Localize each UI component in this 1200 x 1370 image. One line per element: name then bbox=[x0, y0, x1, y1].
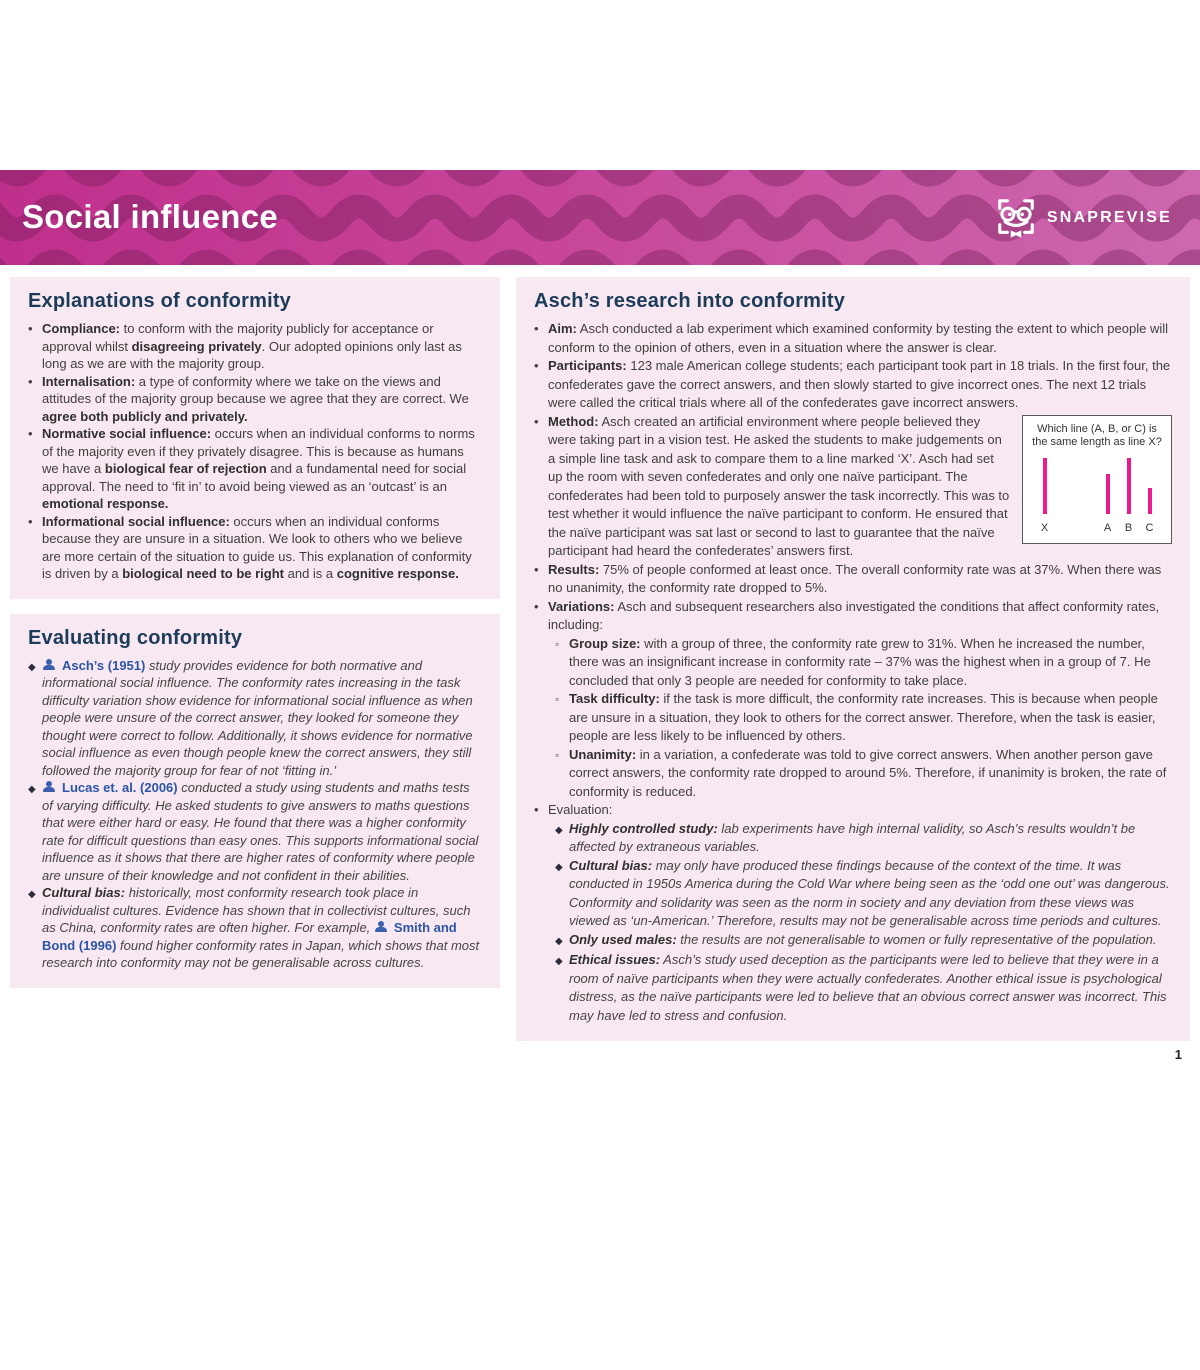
list-item-text bbox=[548, 561, 1172, 598]
text-segment: Asch conducted a lab experiment which examined conformity by testing the extent to which people will conform to the opinion of others, even in a situation where the answer is clear. bbox=[548, 321, 1168, 355]
figure-bar-label: C bbox=[1145, 521, 1154, 534]
text-segment: lab experiments have high internal validity, so Asch’s results wouldn’t be affected by extraneous variables. bbox=[569, 820, 1136, 854]
dot-bullet-icon: • bbox=[28, 321, 33, 336]
list-item bbox=[28, 657, 482, 780]
text-segment: cognitive response. bbox=[336, 566, 459, 581]
text-segment: a type of conformity where we take on the views and attitudes of the majority group because we agree that they are correct. We bbox=[42, 373, 469, 406]
list-item bbox=[28, 425, 482, 513]
circle-bullet-icon: ◦ bbox=[555, 636, 560, 651]
list-item-text bbox=[42, 320, 482, 373]
text-segment: and is a bbox=[284, 566, 337, 581]
text-segment: biological fear of rejection bbox=[104, 461, 267, 476]
text-segment: occurs when an individual conforms because they are unsure in a situation. We look to others who we believe are more certain of the situation to guide us. This explanation of conformity is driven by a bbox=[42, 513, 472, 581]
figure-bar-group bbox=[1038, 458, 1051, 538]
text-segment: Ethical issues: bbox=[569, 952, 661, 967]
text-segment: may only have produced these findings because of the context of the time. It was conducted in 1950s America during the Cold War where being seen as the ‘odd one out’ was dangerous. Conformity and solidarity was seen as the norm in society and any deviation from these views was viewed as ‘un-American.’ Therefore, results may not be generalisable across time periods and cultures. bbox=[569, 857, 1170, 928]
diamond-bullet-icon: ◆ bbox=[28, 661, 36, 673]
text-segment: 123 male American college students; each participant took part in 18 trials. In the first four, the confederates gave the correct answers, and then slowly started to give incorrect ones. The next 12 trials were called the critical trials where all of the confederates gave incorrect answers. bbox=[548, 358, 1171, 410]
list-item-text bbox=[42, 884, 482, 972]
list-item-text bbox=[569, 931, 1172, 952]
page-number: 1 bbox=[1174, 1047, 1182, 1062]
list-item-text bbox=[548, 801, 1172, 820]
list-item bbox=[534, 598, 1172, 635]
list-item bbox=[534, 320, 1172, 357]
diamond-bullet-icon: ◆ bbox=[28, 784, 36, 795]
dot-bullet-icon: • bbox=[534, 321, 539, 336]
brand-lockup bbox=[995, 196, 1172, 240]
text-segment: Informational social influence: bbox=[42, 513, 230, 529]
list-item bbox=[555, 951, 1172, 1025]
text-segment: and a fundamental need for social approval. The need to ‘fit in’ to avoid being viewed as an ‘outcast’ is an bbox=[42, 461, 467, 494]
text-segment: Smith and Bond (1996) bbox=[42, 920, 457, 953]
list-item-text bbox=[548, 320, 1172, 357]
text-segment: emotional response. bbox=[42, 496, 169, 511]
diamond-bullet-icon: ◆ bbox=[555, 956, 563, 967]
text-segment: Aim: bbox=[548, 321, 577, 336]
list-item bbox=[534, 561, 1172, 598]
list-item-text bbox=[569, 951, 1172, 1025]
text-segment: with a group of three, the conformity rate grew to 31%. When he increased the number, there was an insignificant increase in conformity rate – 37% was the highest when in a group of 7. He concluded that only 3 people are needed for conformity to take place. bbox=[569, 635, 1151, 688]
dot-bullet-icon: • bbox=[534, 802, 539, 817]
section-heading: Evaluating conformity bbox=[28, 626, 243, 649]
list-item-text bbox=[569, 820, 1172, 857]
wave-top bbox=[0, 170, 1200, 175]
dot-bullet-icon: • bbox=[534, 413, 539, 429]
text-segment: Asch’s study used deception as the participants were led to believe that they were in a room of naïve participants when they were actually confederates. Another ethical issue is psychological distress, as the naïve participants were led to believe that an obvious correct answer was incorrect. This may have led to stress and confusion. bbox=[569, 952, 1167, 1023]
dot-bullet-icon: • bbox=[534, 598, 539, 614]
text-segment: Evaluation: bbox=[548, 802, 613, 817]
list-item bbox=[555, 635, 1172, 691]
asch-list bbox=[534, 320, 1172, 1025]
person-icon bbox=[375, 921, 390, 932]
list-item bbox=[28, 320, 482, 373]
list-item bbox=[555, 820, 1172, 857]
text-segment: . Our adopted opinions only last as long as we are with the majority group. bbox=[42, 338, 462, 371]
right-column bbox=[516, 277, 1190, 1041]
figure-bar-label: X bbox=[1040, 521, 1049, 534]
list-item-text bbox=[42, 779, 482, 884]
figure-bar-group bbox=[1101, 474, 1114, 538]
section-heading: Explanations of conformity bbox=[28, 290, 292, 312]
wave-bottom bbox=[0, 262, 1200, 266]
list-item bbox=[555, 857, 1172, 931]
text-segment: the results are not generalisable to women or fully representative of the population. bbox=[676, 931, 1157, 947]
text-segment: if the task is more difficult, the conformity rate increases. This is because when people are unsure in a situation, they look to others for the correct answer. Therefore, when the task is easier, people are less likely to be influenced by others. bbox=[569, 691, 1158, 743]
diamond-bullet-icon: ◆ bbox=[555, 824, 563, 836]
list-item bbox=[28, 779, 482, 884]
figure-bar-C bbox=[1148, 488, 1152, 514]
figure-bar-group bbox=[1143, 488, 1156, 538]
list-item bbox=[28, 884, 482, 972]
text-segment: Task difficulty: bbox=[569, 691, 660, 706]
page bbox=[0, 170, 1200, 1062]
figure-bar-A bbox=[1106, 474, 1110, 514]
figure-bar-group bbox=[1122, 458, 1135, 538]
circle-bullet-icon: ◦ bbox=[555, 747, 560, 762]
list-item bbox=[555, 690, 1172, 746]
section-asch-research bbox=[516, 277, 1190, 1041]
section-evaluating-conformity bbox=[10, 614, 500, 988]
list-item-text bbox=[569, 857, 1172, 931]
text-segment: historically, most conformity research took place in individualist cultures. Evidence has shown that in collectivist cultures, such as China, conformity rates are often higher. For example, bbox=[42, 885, 471, 935]
section-explanations-of-conformity bbox=[10, 277, 500, 599]
text-segment: Asch created an artificial environment where people believed they were taking part in a vision test. He asked the students to make judgements on a simple line task and ask to compare them to a line marked ‘X’. Asch had set up the room with seven confederates and only one naïve participant. The confederates had been told to purposely answer the task incorrectly. This was to test whether it would influence the naïve participant to conform. He ensured that the naïve participant was sat last or second to last to guarantee that the naïve participant had heard the confederates’ answers first. bbox=[548, 413, 1010, 558]
person-icon bbox=[43, 659, 58, 670]
figure-bar-label: A bbox=[1103, 521, 1112, 534]
text-segment: Normative social influence: bbox=[42, 426, 212, 441]
diamond-bullet-icon: ◆ bbox=[555, 935, 563, 947]
list-item-text bbox=[548, 598, 1172, 635]
circle-bullet-icon: ◦ bbox=[555, 692, 560, 706]
text-segment: Variations: bbox=[548, 598, 615, 614]
text-segment: in a variation, a confederate was told to give correct answers. When another person gave correct answers, the conformity rate dropped to around 5%. Therefore, if unanimity is broken, the rate of conformity is reduced. bbox=[569, 746, 1167, 799]
text-segment: to conform with the majority publicly for acceptance or approval whilst bbox=[42, 321, 434, 354]
person-icon bbox=[43, 781, 58, 792]
snaprevise-logo-icon bbox=[995, 196, 1037, 240]
text-segment: Cultural bias: bbox=[569, 857, 653, 873]
text-segment: found higher conformity rates in Japan, which shows that most research into conformity may not be generalisable across cultures. bbox=[42, 937, 480, 970]
page-title: Social influence bbox=[22, 197, 279, 235]
text-segment: conducted a study using students and maths tests of varying difficulty. He asked students to give answers to maths questions that were either hard or easy. He found that there was a higher conformity rate for difficult questions than easy ones. This supports informational social influence as it shows that there are higher rates of conformity where people are unsure of their knowledge and not confident in their abilities. bbox=[42, 780, 479, 883]
diamond-bullet-icon: ◆ bbox=[555, 861, 563, 873]
line-task-figure bbox=[1022, 415, 1172, 545]
text-segment: Only used males: bbox=[569, 931, 677, 947]
text-segment: occurs when an individual conforms to norms of the majority even if they privately disagree. This is because as humans we have a bbox=[42, 426, 475, 476]
dot-bullet-icon: • bbox=[534, 561, 539, 577]
list-item bbox=[534, 801, 1172, 820]
text-segment: agree both publicly and privately. bbox=[42, 408, 248, 424]
figure-bars bbox=[1030, 458, 1164, 538]
diamond-bullet-icon: ◆ bbox=[28, 889, 36, 900]
text-segment: biological need to be right bbox=[122, 566, 284, 581]
text-segment: Results: bbox=[548, 561, 600, 577]
list-item-text bbox=[42, 657, 482, 780]
figure-caption: Which line (A, B, or C) is the same length as line X? bbox=[1032, 422, 1162, 448]
list-item bbox=[534, 413, 1172, 561]
header-band bbox=[0, 170, 1200, 265]
list-item bbox=[28, 513, 482, 583]
list-item-text bbox=[548, 357, 1172, 413]
text-segment: Method: bbox=[548, 413, 599, 429]
text-segment: study provides evidence for both normative and informational social influence. The conformity rates increasing in the task difficulty variation show evidence for informational social influence as when people were unsure of the correct answer, they looked for someone they thought were correct to follow. Additionally, it shows evidence for normative social influence as even though people knew the correct answers, they still followed the majority group for fear of not ‘fitting in.’ bbox=[42, 657, 473, 778]
text-segment: 75% of people conformed at least once. The overall conformity rate was at 37%. When there was no unanimity, the conformity rate dropped to 5%. bbox=[548, 561, 1162, 595]
list-item-text bbox=[42, 513, 482, 583]
text-segment: Asch’s (1951) bbox=[62, 657, 146, 673]
brand-name: SNAPREVISE bbox=[1046, 208, 1172, 226]
dot-bullet-icon: • bbox=[534, 358, 539, 373]
dot-bullet-icon: • bbox=[28, 426, 33, 441]
dot-bullet-icon: • bbox=[28, 373, 33, 389]
list-item bbox=[534, 357, 1172, 413]
list-item bbox=[28, 373, 482, 426]
text-segment: Internalisation: bbox=[42, 373, 136, 389]
list-item-text bbox=[569, 690, 1172, 746]
text-segment: Asch and subsequent researchers also investigated the conditions that affect conformity rates, including: bbox=[548, 598, 1160, 632]
evaluating-list bbox=[28, 657, 482, 972]
left-column bbox=[10, 277, 500, 988]
list-item-text bbox=[569, 635, 1172, 691]
text-segment: Group size: bbox=[569, 635, 641, 651]
list-item bbox=[555, 746, 1172, 802]
section-heading: Asch’s research into conformity bbox=[534, 290, 846, 312]
text-segment: Highly controlled study: bbox=[569, 820, 718, 836]
text-segment: Compliance: bbox=[42, 321, 121, 336]
text-segment: Participants: bbox=[548, 358, 627, 373]
list-item-text bbox=[42, 425, 482, 513]
figure-bar-X bbox=[1043, 458, 1047, 514]
list-item bbox=[555, 931, 1172, 952]
list-item-text bbox=[42, 373, 482, 426]
list-item-text bbox=[569, 746, 1172, 802]
text-segment: Lucas et. al. (2006) bbox=[62, 780, 178, 795]
explanations-list bbox=[28, 320, 482, 583]
dot-bullet-icon: • bbox=[28, 513, 33, 529]
text-segment: Cultural bias: bbox=[42, 885, 126, 900]
figure-bar-label: B bbox=[1124, 521, 1133, 534]
figure-bar-B bbox=[1127, 458, 1131, 514]
text-segment: disagreeing privately bbox=[131, 338, 262, 354]
content-area bbox=[10, 277, 1190, 1041]
text-segment: Unanimity: bbox=[569, 746, 637, 762]
list-item-text bbox=[548, 413, 1172, 561]
